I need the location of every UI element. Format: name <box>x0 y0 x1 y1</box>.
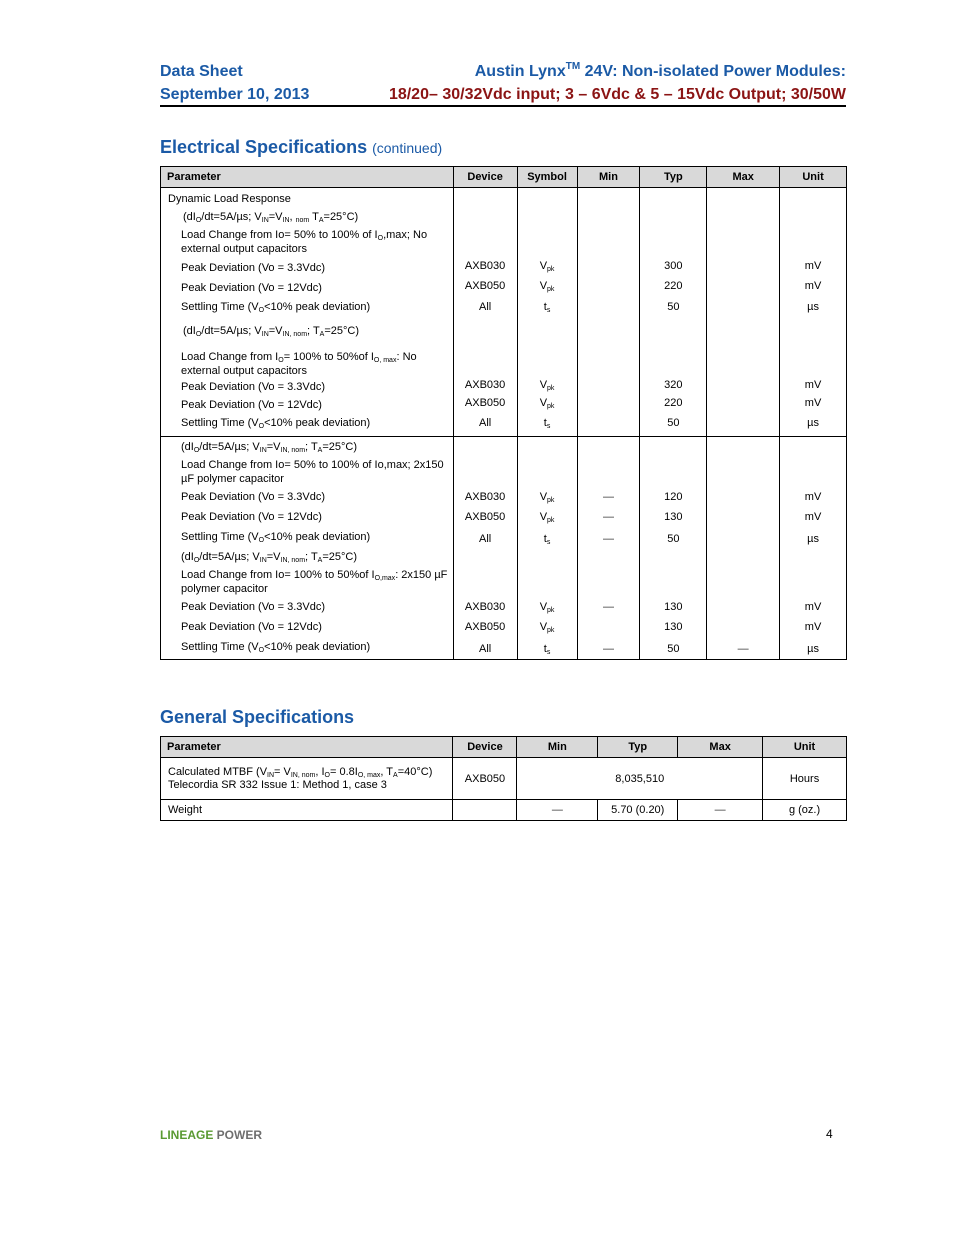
param-label: Peak Deviation (Vo = 3.3Vdc) <box>181 262 325 274</box>
brand-power: POWER <box>213 1128 263 1142</box>
col-header-min: Min <box>577 167 640 188</box>
typ-value: 300 <box>664 260 683 272</box>
doc-type: Data Sheet <box>160 63 243 80</box>
param-label: Peak Deviation (Vo = 12Vdc) <box>181 511 322 523</box>
param-label: Peak Deviation (Vo = 3.3Vdc) <box>181 601 325 613</box>
unit-value: mV <box>804 511 822 523</box>
table-header-row <box>161 167 847 188</box>
table-row <box>161 800 847 821</box>
typ-value: 220 <box>664 397 683 409</box>
param-label: Peak Deviation (Vo = 3.3Vdc) <box>181 381 325 393</box>
unit-cell <box>780 437 847 660</box>
unit-value: µs <box>807 643 819 655</box>
col-header-parameter: Parameter <box>161 737 453 758</box>
device-value: All <box>479 643 492 655</box>
symbol-ts: $t_s$ <box>543 533 551 546</box>
product-name: Austin Lynx <box>474 63 566 80</box>
typ-value: 130 <box>664 601 683 613</box>
unit-value: mV <box>804 601 822 613</box>
typ-value: 50 <box>667 301 680 313</box>
condition-text: ($dI_O/dt=5A/\mu s$; $V_{IN}=V_{IN}$, $_{nom}$ $T_A=25^\circ C$) <box>183 211 359 224</box>
min-value: — <box>602 491 614 503</box>
product-title <box>306 62 846 85</box>
symbol-vpk: $V_{pk}$ <box>539 379 555 392</box>
symbol-vpk: $V_{pk}$ <box>539 511 555 524</box>
mtbf-device: AXB050 <box>453 758 517 800</box>
device-value: AXB050 <box>464 621 506 633</box>
symbol-vpk: $V_{pk}$ <box>539 491 555 504</box>
doc-date: September 10, 2013 <box>160 86 310 103</box>
company-logo-text <box>160 1128 262 1142</box>
typ-value: 320 <box>664 379 683 391</box>
min-value: — <box>602 533 614 545</box>
weight-max: — <box>678 800 763 821</box>
weight-min: — <box>517 800 598 821</box>
col-header-unit: Unit <box>780 167 847 188</box>
min-cell <box>577 437 640 660</box>
unit-value: mV <box>804 491 822 503</box>
general-spec-table <box>160 736 847 821</box>
unit-value: mV <box>804 621 822 633</box>
device-value: All <box>479 301 492 313</box>
table-row <box>161 188 847 437</box>
electrical-title-text: Electrical Specifications <box>160 137 368 157</box>
max-cell <box>707 188 780 437</box>
general-spec-title: General Specifications <box>160 707 355 727</box>
col-header-unit: Unit <box>763 737 847 758</box>
unit-value: µs <box>807 533 819 545</box>
device-value: All <box>479 533 492 545</box>
symbol-ts: $t_s$ <box>543 301 551 314</box>
param-label: Peak Deviation (Vo = 3.3Vdc) <box>181 491 325 503</box>
weight-typ: 5.70 (0.20) <box>598 800 678 821</box>
header-divider <box>160 105 846 107</box>
load-change-text: Load Change from Io= 50% to 100% of $I_O,\max$; No external output capacitors <box>181 229 428 255</box>
device-value: AXB030 <box>464 491 506 503</box>
max-cell <box>707 437 780 660</box>
unit-value: mV <box>804 397 822 409</box>
typ-value: 120 <box>664 491 683 503</box>
device-value: AXB030 <box>464 379 506 391</box>
col-header-min: Min <box>517 737 598 758</box>
min-value <box>578 618 640 638</box>
param-label: Peak Deviation (Vo = 12Vdc) <box>181 621 322 633</box>
typ-value: 130 <box>664 621 683 633</box>
param-label: Settling Time ($V_O<10\%$ peak deviation) <box>181 301 371 314</box>
unit-value: mV <box>804 260 822 272</box>
weight-device <box>453 800 517 821</box>
col-header-parameter: Parameter <box>161 167 454 188</box>
page-number: 4 <box>826 1127 833 1141</box>
symbol-vpk: $V_{pk}$ <box>539 280 555 293</box>
device-value: AXB030 <box>464 260 506 272</box>
parameter-cell <box>161 437 454 660</box>
load-change-text: Load Change from Io= 50% to 100% of Io,max; 2x150 µF polymer capacitor <box>181 459 444 485</box>
col-header-typ: Typ <box>598 737 678 758</box>
typ-value: 50 <box>667 643 680 655</box>
brand-lineage: LINEAGE <box>160 1128 214 1142</box>
unit-value: µs <box>807 417 819 429</box>
symbol-vpk: $V_{pk}$ <box>539 601 555 614</box>
typ-cell <box>640 188 707 437</box>
symbol-vpk: $V_{pk}$ <box>539 621 555 634</box>
product-subtitle: 18/20– 30/32Vdc input; 3 – 6Vdc & 5 – 15Vdc Output; 30/50W <box>388 86 846 103</box>
min-value: — <box>602 601 614 613</box>
typ-value: 220 <box>664 280 683 292</box>
load-change-text: Load Change from Io= 100% to 50%of $I_{O,max}$: 2x150 µF polymer capacitor <box>181 569 448 595</box>
max-value: — <box>737 643 749 655</box>
table-row <box>161 758 847 800</box>
table-header-row <box>161 737 847 758</box>
product-desc: 24V: Non-isolated Power Modules: <box>580 63 846 80</box>
group-heading: Dynamic Load Response <box>168 193 291 205</box>
parameter-cell <box>161 188 454 437</box>
typ-cell <box>640 437 707 660</box>
param-label: Peak Deviation (Vo = 12Vdc) <box>181 282 322 294</box>
load-change-text: Load Change from $I_O= 100\%$ to 50%of $I_{O, max}$: No external output capacitors <box>181 351 417 377</box>
electrical-spec-title <box>160 137 442 158</box>
continued-label: (continued) <box>372 140 443 156</box>
mtbf-unit: Hours <box>763 758 847 800</box>
col-header-typ: Typ <box>640 167 707 188</box>
condition-text: ($dI_O/dt=5A/\mu s$; $V_{IN}=V_{IN, nom}$; $T_A=25^\circ C$) <box>183 325 360 338</box>
param-label: Settling Time ($V_O<10\%$ peak deviation) <box>181 641 371 654</box>
symbol-ts: $t_s$ <box>543 643 551 656</box>
condition-text: ($dI_O/dt=5A/\mu s$; $V_{IN}=V_{IN, nom}$; $T_A=25^\circ C$) <box>181 441 358 454</box>
table-row <box>161 437 847 660</box>
min-value: — <box>602 511 614 523</box>
symbol-vpk: $V_{pk}$ <box>539 260 555 273</box>
typ-value: 130 <box>664 511 683 523</box>
header-right <box>306 62 846 108</box>
param-label: Settling Time ($V_O<10\%$ peak deviation) <box>181 417 371 430</box>
weight-parameter: Weight <box>161 800 453 821</box>
device-value: AXB050 <box>464 511 506 523</box>
col-header-device: Device <box>453 737 517 758</box>
symbol-cell <box>517 437 577 660</box>
unit-value: mV <box>804 280 822 292</box>
unit-value: mV <box>804 379 822 391</box>
param-label: Peak Deviation (Vo = 12Vdc) <box>181 399 322 411</box>
weight-unit: g (oz.) <box>763 800 847 821</box>
electrical-spec-table <box>160 166 847 660</box>
unit-value: µs <box>807 301 819 313</box>
device-value: AXB030 <box>464 601 506 613</box>
param-label: Settling Time ($V_O<10\%$ peak deviation) <box>181 531 371 544</box>
col-header-max: Max <box>678 737 763 758</box>
typ-value: 50 <box>667 533 680 545</box>
trademark: TM <box>565 61 581 72</box>
typ-value: 50 <box>667 417 680 429</box>
condition-text: ($dI_O/dt=5A/\mu s$; $V_{IN}=V_{IN, nom}$; $T_A=25^\circ C$) <box>181 551 358 564</box>
symbol-vpk: $V_{pk}$ <box>539 397 555 410</box>
device-value: AXB050 <box>464 397 506 409</box>
min-value: — <box>602 643 614 655</box>
symbol-ts: $t_s$ <box>543 417 551 430</box>
device-cell <box>453 188 517 437</box>
device-value: All <box>479 417 492 429</box>
col-header-max: Max <box>707 167 780 188</box>
mtbf-value: 8,035,510 <box>517 758 763 800</box>
unit-cell <box>780 188 847 437</box>
col-header-symbol: Symbol <box>517 167 577 188</box>
device-cell <box>453 437 517 660</box>
symbol-cell <box>517 188 577 437</box>
mtbf-parameter: Calculated MTBF ($V_{IN}= V_{IN, nom}$, $I_O= 0.8I_{O, max}$, $T_A=40^\circ C$) Telecordia SR 332 Issue 1: Method 1, case 3 <box>161 758 453 800</box>
col-header-device: Device <box>453 167 517 188</box>
min-cell <box>577 188 640 437</box>
device-value: AXB050 <box>464 280 506 292</box>
